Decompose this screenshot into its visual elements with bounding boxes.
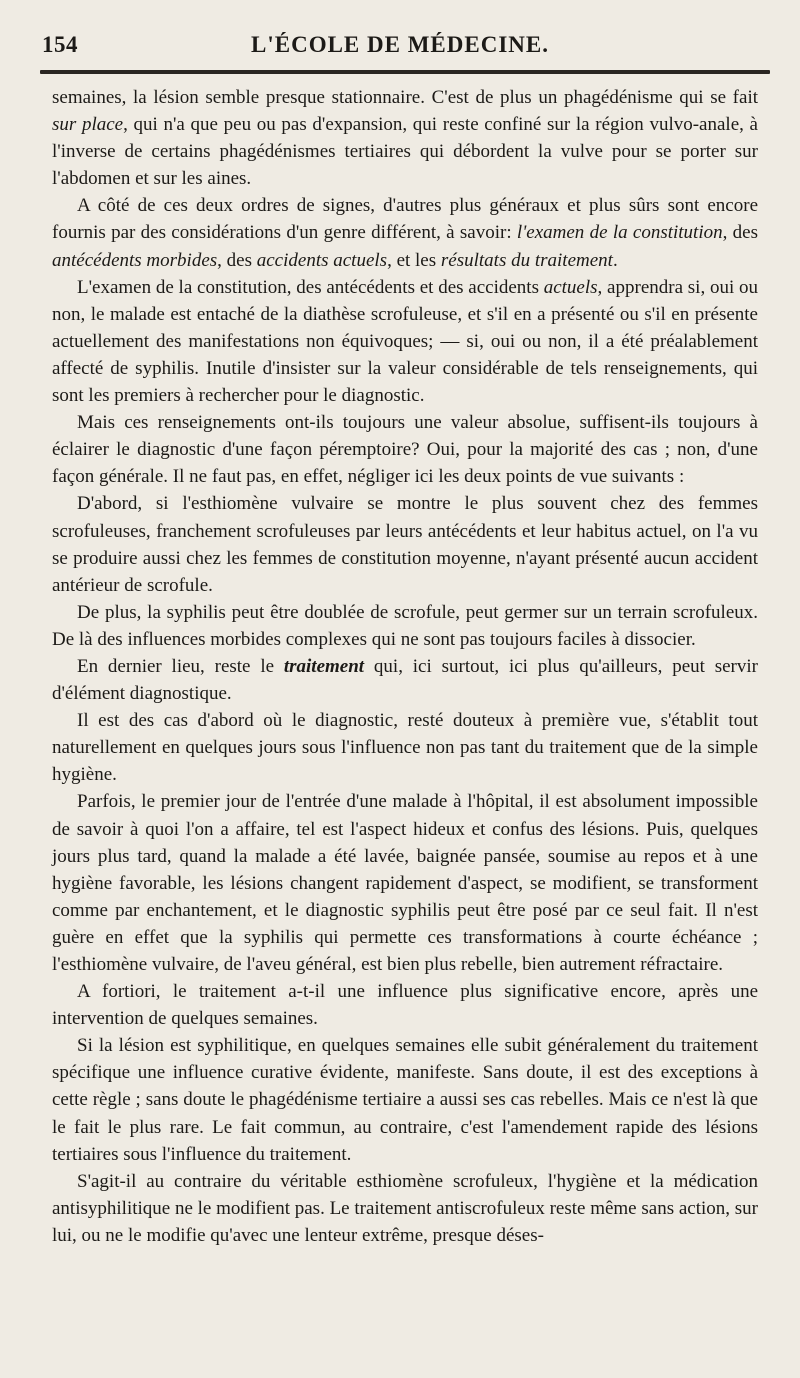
text-run: , et les — [387, 249, 441, 271]
emphasis-italic: antécédents morbides — [52, 249, 218, 271]
emphasis-italic: sur place — [52, 114, 124, 136]
emphasis-italic: accidents actuels — [256, 249, 388, 271]
page-header — [38, 30, 762, 64]
emphasis-italic: résultats du traitement — [440, 249, 613, 271]
text-run: D'abord, si l'esthiomène vulvaire se montre le plus souvent chez des femmes scrofuleuses, franchement scrofuleuses par leurs antécédents et leur habitus actuel, on l'a vu se produire aussi chez les femmes de constitution moyenne, n'ayant présenté aucun accident antérieur de scrofule. — [52, 493, 758, 596]
text-run: En dernier lieu, reste le — [77, 655, 284, 677]
text-run: . — [612, 249, 618, 271]
emphasis-italic: actuels — [543, 276, 598, 298]
text-run: Mais ces renseignements ont-ils toujours une valeur absolue, suffisent-ils toujours à éclairer le diagnostic d'une façon péremptoire? Oui, pour la majorité des cas ; non, d'une façon générale. Il ne faut pas, en effet, négliger ici les deux points de vue suivants : — [52, 412, 758, 488]
text-run: , des — [722, 222, 759, 244]
text-run: A côté de ces deux ordres de signes, d'autres plus généraux et plus sûrs sont encore fournis par des considérations d'un genre différent, à savoir: — [52, 195, 758, 244]
paragraph — [52, 1168, 758, 1249]
text-run: S'agit-il au contraire du véritable esthiomène scrofuleux, l'hygiène et la médication antisyphilitique ne le modifient pas. Le traitement antiscrofuleux reste même sans action, sur lui, ou ne le modifie qu'avec une lenteur extrême, presque déses- — [52, 1170, 758, 1246]
paragraph — [52, 274, 758, 409]
page-number: 154 — [42, 32, 78, 57]
text-run: Si la lésion est syphilitique, en quelques semaines elle subit généralement du traitement spécifique une influence curative évidente, manifeste. Sans doute, il est des exceptions à cette règle ; sans doute le phagédénisme tertiaire a aussi ses cas rebelles. Mais ce n'est là que le fait le plus rare. Le fait commun, au contraire, c'est l'amendement rapide des lésions tertiaires sous l'influence du traitement. — [52, 1035, 758, 1165]
text-run: qui, ici surtout, ici plus qu'ailleurs, peut servir d'élément diagnostique. — [52, 655, 758, 705]
emphasis-italic: l'examen de la constitution — [516, 222, 723, 244]
paragraph — [52, 653, 758, 707]
paragraph — [52, 192, 758, 273]
paragraph — [52, 1032, 758, 1167]
paragraph — [52, 409, 758, 490]
running-head: L'ÉCOLE DE MÉDECINE. — [251, 32, 549, 57]
text-run: , qui n'a que peu ou pas d'expansion, qui reste confiné sur la région vulvo-anale, à l'inverse de certains phagédénismes tertiaires qui débordent la vulve pour se porter sur l'abdomen et sur les aines. — [52, 114, 758, 190]
text-run: De plus, la syphilis peut être doublée de scrofule, peut germer sur un terrain scrofuleux. De là des influences morbides complexes qui ne sont pas toujours faciles à dissocier. — [52, 601, 758, 650]
text-run: , des — [217, 249, 257, 271]
paragraph — [52, 84, 758, 192]
paragraph — [52, 599, 758, 653]
text-run: Parfois, le premier jour de l'entrée d'une malade à l'hôpital, il est absolument impossible de savoir à quoi l'on a affaire, tel est l'aspect hideux et confus des lésions. Puis, quelques jours plus tard, quand la malade a été lavée, baignée pansée, soumise au repos et à une hygiène favorable, les lésions changent rapidement d'aspect, se modifient, se transforment comme par enchantement, et le diagnostic syphilis peut être posé par ce seul fait. Il n'est guère en effet que la syphilis qui permette ces transformations à courte échéance ; l'esthiomène vulvaire, de l'aveu général, est bien plus rebelle, bien autrement réfractaire. — [52, 791, 758, 975]
emphasis-bold-italic: traitement — [283, 655, 365, 677]
text-run: L'examen de la constitution, des antécédents et des accidents — [77, 276, 544, 298]
body-text — [52, 84, 758, 1249]
header-rule — [40, 70, 770, 74]
text-run: A fortiori, le traitement a-t-il une influence plus significative encore, après une intervention de quelques semaines. — [52, 981, 758, 1030]
text-run: , apprendra si, oui ou non, le malade est entaché de la diathèse scrofuleuse, et s'il en a présenté ou s'il en présente actuellement des manifestations non équivoques; — si, oui ou non, il a été préalablement affecté de syphilis. Inutile d'insister sur la valeur considérable de tels renseignements, qui sont les premiers à rechercher pour le diagnostic. — [52, 276, 758, 407]
paragraph — [52, 490, 758, 598]
paragraph — [52, 707, 758, 788]
text-run: semaines, la lésion semble presque stationnaire. C'est de plus un phagédénisme qui se fait — [52, 87, 758, 108]
paragraph — [52, 978, 758, 1032]
paragraph — [52, 788, 758, 978]
text-run: Il est des cas d'abord où le diagnostic, resté douteux à première vue, s'établit tout naturellement en quelques jours sous l'influence non pas tant du traitement que de la simple hygiène. — [52, 710, 758, 786]
